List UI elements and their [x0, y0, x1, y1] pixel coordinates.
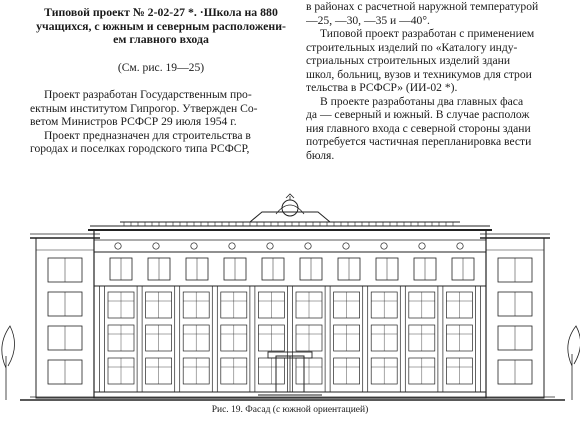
- right-column: [306, 0, 580, 162]
- title-line: Типовой проект № 2-02-27 *. ·Школа на 880: [44, 5, 278, 19]
- pilaster: [137, 286, 142, 392]
- paragraph-catalog: [306, 27, 580, 95]
- frieze-ornament: [115, 243, 121, 249]
- text-line: ния главного входа с северной стороны здани: [306, 121, 531, 135]
- paragraph-climate: [306, 0, 580, 27]
- pilaster: [175, 286, 180, 392]
- pilaster: [250, 286, 255, 392]
- text-line: тельства в РСФСР» (ИИ-02 *).: [306, 81, 458, 94]
- right-tree-icon: [568, 326, 580, 400]
- figure-reference: (См. рис. 19—25): [117, 60, 205, 74]
- frieze-ornament: [457, 243, 463, 249]
- text-line: Проект разработан Государственным про-: [44, 88, 252, 102]
- document-title: [30, 6, 292, 47]
- text-line: Проект предназначен для строительства в: [44, 128, 251, 142]
- text-line: в районах с расчетной наружной температурой: [306, 0, 539, 13]
- text-line: стриальных строительных изделий здани: [306, 54, 511, 67]
- frieze-ornament: [305, 243, 311, 249]
- text-line: строительных изделий по «Каталогу инду-: [306, 40, 518, 54]
- pediment: [250, 212, 330, 222]
- text-line: ектным институтом Гипрогор. Утвержден Со-: [30, 101, 258, 115]
- text-line: Типовой проект разработан с применением: [320, 27, 535, 40]
- frieze-ornament: [381, 243, 387, 249]
- pilaster: [476, 286, 481, 392]
- emblem-icon: [282, 200, 298, 216]
- emblem-wreath: [276, 205, 304, 214]
- text-line: В проекте разработаны два главных фаса: [320, 94, 524, 108]
- text-line: да — северный и южный. В случае располож: [306, 108, 530, 121]
- facade-drawing: [0, 186, 580, 404]
- text-line: школ, больниц, вузов и техникумов для строи: [306, 67, 532, 81]
- pilaster: [438, 286, 443, 392]
- figure-caption: Рис. 19. Фасад (с южной ориентацией): [211, 405, 369, 415]
- frieze-ornament: [229, 243, 235, 249]
- pilaster: [363, 286, 368, 392]
- frieze-ornament: [153, 243, 159, 249]
- paragraph-developer: [30, 88, 292, 129]
- pilaster: [325, 286, 330, 392]
- text-line: бюля.: [306, 148, 335, 162]
- left-column: [30, 0, 292, 156]
- frieze-ornament: [267, 243, 273, 249]
- pilaster: [100, 286, 105, 392]
- frieze-ornament: [419, 243, 425, 249]
- text-line: городах и поселках городского типа РСФСР,: [30, 142, 250, 156]
- text-line: —25, —30, —35 и —40°.: [306, 13, 430, 27]
- text-line: потребуется частичная перепланировка вести: [306, 135, 532, 148]
- text-line: ветом Министров РСФСР 29 июля 1954 г.: [30, 115, 237, 129]
- pilaster: [212, 286, 217, 392]
- title-line: учащихся, с южным и северным расположени-: [36, 18, 286, 33]
- title-line: ем главного входа: [113, 32, 209, 47]
- left-tree-icon: [2, 326, 15, 400]
- frieze-ornament: [343, 243, 349, 249]
- frieze-ornament: [191, 243, 197, 249]
- pilaster: [400, 286, 405, 392]
- paragraph-purpose: [30, 129, 292, 156]
- paragraph-facades: [306, 95, 580, 163]
